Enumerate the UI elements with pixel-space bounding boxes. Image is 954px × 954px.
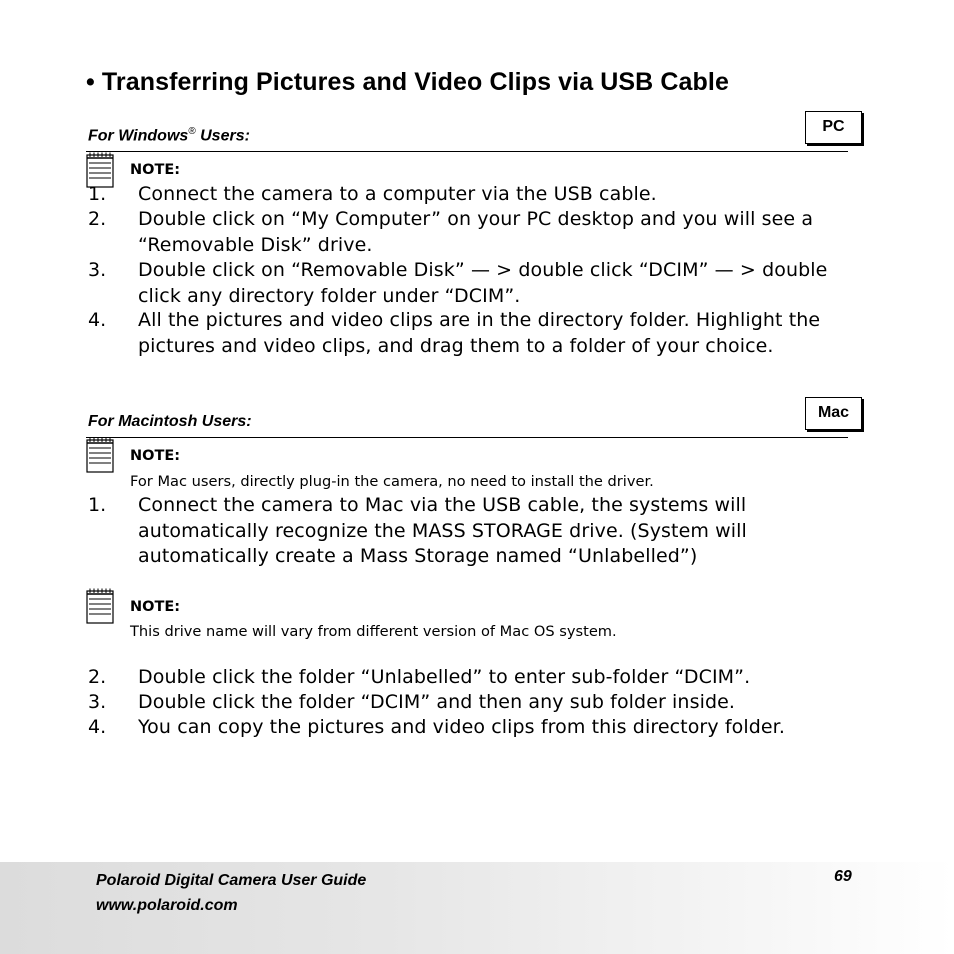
footer-website: www.polaroid.com xyxy=(96,897,238,914)
mac-note-1-label: NOTE: xyxy=(130,448,181,464)
mac-step-4-text: You can copy the pictures and video clips from this directory folder. xyxy=(138,716,785,738)
windows-step-1-number: 1. xyxy=(88,183,107,205)
windows-step-4-text: All the pictures and video clips are in the directory folder. Highlight the pictures and video clips, and drag them to a folder of your choice. xyxy=(138,309,821,357)
windows-step-4-number: 4. xyxy=(88,309,107,331)
page-number: 69 xyxy=(834,868,852,885)
windows-section-label xyxy=(88,126,250,145)
registered-mark: ® xyxy=(188,126,196,137)
mac-note-1-text: For Mac users, directly plug-in the camera, no need to install the driver. xyxy=(130,473,654,490)
mac-step-3-number: 3. xyxy=(88,691,107,713)
windows-section-rule xyxy=(86,151,848,152)
windows-label-suffix: Users: xyxy=(195,127,250,145)
mac-note-2-label: NOTE: xyxy=(130,599,181,615)
windows-step-3-text: Double click on “Removable Disk” — > double click “DCIM” — > double click any directory folder under “DCIM”. xyxy=(138,259,828,307)
windows-label-text: For Windows xyxy=(88,127,189,145)
mac-note-2-text: This drive name will vary from different version of Mac OS system. xyxy=(130,623,617,640)
mac-section-rule xyxy=(86,437,848,438)
windows-note-label: NOTE: xyxy=(130,162,181,178)
mac-step-3-text: Double click the folder “DCIM” and then any sub folder inside. xyxy=(138,691,736,713)
mac-step-1-text: Connect the camera to Mac via the USB cable, the systems will automatically recognize the MASS STORAGE drive. (System will automatically create a Mass Storage named “Unlabelled”) xyxy=(138,494,747,567)
mac-step-2-text: Double click the folder “Unlabelled” to enter sub-folder “DCIM”. xyxy=(138,666,751,688)
footer-guide-title: Polaroid Digital Camera User Guide xyxy=(96,872,367,889)
mac-step-1-number: 1. xyxy=(88,494,107,516)
windows-step-2-number: 2. xyxy=(88,208,107,230)
page-title: • Transferring Pictures and Video Clips via USB Cable xyxy=(86,68,729,96)
mac-badge: Mac xyxy=(805,397,862,430)
page-footer xyxy=(0,862,954,954)
mac-step-4-number: 4. xyxy=(88,716,107,738)
pc-badge: PC xyxy=(805,111,862,144)
notepad-icon xyxy=(86,588,114,624)
windows-step-1-text: Connect the camera to a computer via the USB cable. xyxy=(138,183,657,205)
mac-step-2-number: 2. xyxy=(88,666,107,688)
mac-section-label: For Macintosh Users: xyxy=(88,413,252,430)
windows-step-3-number: 3. xyxy=(88,259,107,281)
windows-step-2-text: Double click on “My Computer” on your PC desktop and you will see a “Removable Disk” drive. xyxy=(138,208,814,256)
notepad-icon xyxy=(86,437,114,473)
